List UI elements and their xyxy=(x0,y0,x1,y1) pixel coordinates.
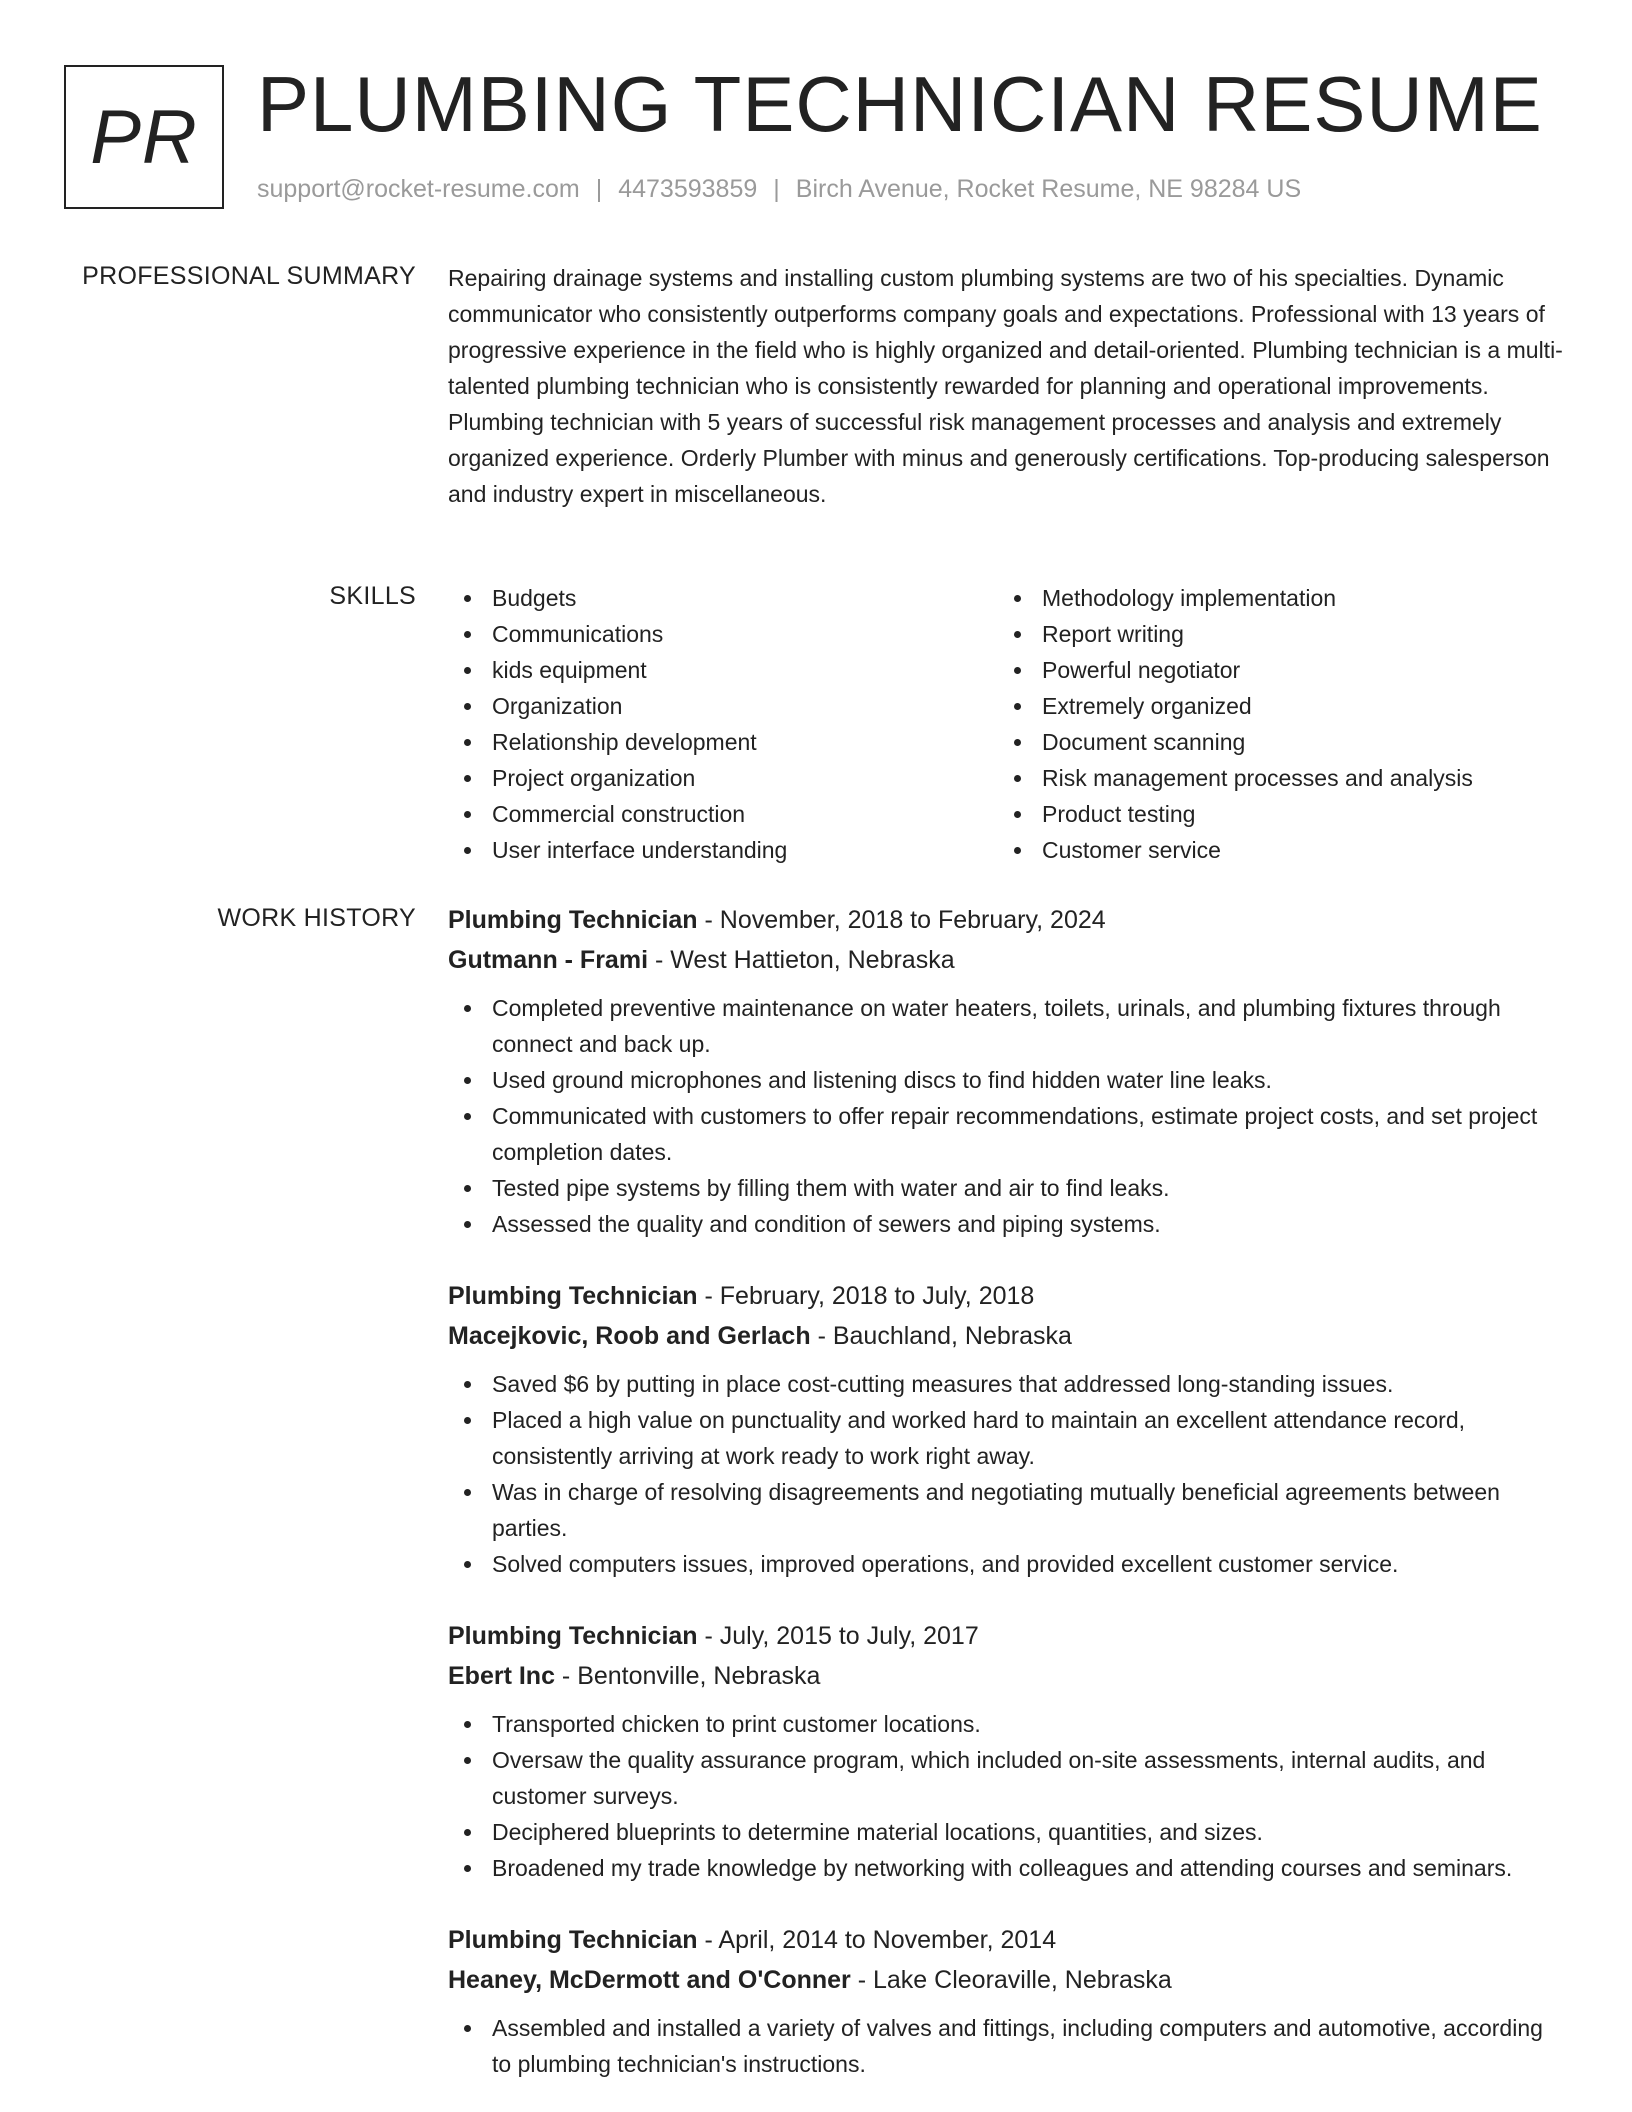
job-location: - Bauchland, Nebraska xyxy=(810,1322,1072,1350)
job-entry xyxy=(448,1920,1568,2082)
monogram-logo xyxy=(64,65,224,209)
skill-item: Extremely organized xyxy=(998,688,1548,724)
skill-item: Risk management processes and analysis xyxy=(998,760,1548,796)
skill-item: kids equipment xyxy=(448,652,998,688)
skill-item: Methodology implementation xyxy=(998,580,1548,616)
job-duty-item: Solved computers issues, improved operations, and provided excellent customer service. xyxy=(448,1546,1568,1582)
job-duty-item: Placed a high value on punctuality and worked hard to maintain an excellent attendance record, consistently arriving at work ready to work right away. xyxy=(448,1402,1568,1474)
contact-address: Birch Avenue, Rocket Resume, NE 98284 US xyxy=(795,175,1302,203)
job-company: Ebert Inc xyxy=(448,1662,555,1690)
job-duties-list xyxy=(448,2010,1568,2082)
skill-item: Communications xyxy=(448,616,998,652)
skill-item: Project organization xyxy=(448,760,998,796)
job-duty-item: Was in charge of resolving disagreements and negotiating mutually beneficial agreements between parties. xyxy=(448,1474,1568,1546)
contact-line xyxy=(257,175,1301,204)
work-history-heading: WORK HISTORY xyxy=(217,904,416,932)
job-duty-item: Assessed the quality and condition of sewers and piping systems. xyxy=(448,1206,1568,1242)
skill-item: Powerful negotiator xyxy=(998,652,1548,688)
skill-item: Customer service xyxy=(998,832,1548,868)
skill-item: Budgets xyxy=(448,580,998,616)
job-company: Heaney, McDermott and O'Conner xyxy=(448,1966,851,1994)
job-duty-item: Used ground microphones and listening discs to find hidden water line leaks. xyxy=(448,1062,1568,1098)
job-title: Plumbing Technician xyxy=(448,906,698,934)
skill-item: Document scanning xyxy=(998,724,1548,760)
resume-title: PLUMBING TECHNICIAN RESUME xyxy=(257,60,1543,148)
job-title-line xyxy=(448,900,1568,940)
skills-body xyxy=(448,580,1568,868)
job-title-line xyxy=(448,1920,1568,1960)
contact-separator: | xyxy=(595,175,603,203)
job-duty-item: Transported chicken to print customer locations. xyxy=(448,1706,1568,1742)
resume-header xyxy=(64,60,1584,210)
contact-email[interactable]: support@rocket-resume.com xyxy=(257,175,580,203)
job-duty-item: Deciphered blueprints to determine material locations, quantities, and sizes. xyxy=(448,1814,1568,1850)
summary-heading: PROFESSIONAL SUMMARY xyxy=(82,262,416,290)
skill-item: Product testing xyxy=(998,796,1548,832)
job-location: - West Hattieton, Nebraska xyxy=(648,946,955,974)
job-entry xyxy=(448,900,1568,1242)
job-title: Plumbing Technician xyxy=(448,1622,698,1650)
job-dates: - July, 2015 to July, 2017 xyxy=(697,1622,979,1650)
job-duties-list xyxy=(448,1366,1568,1582)
contact-separator: | xyxy=(773,175,780,203)
work-history-list xyxy=(448,900,1568,2112)
job-company-line xyxy=(448,1316,1568,1356)
job-title: Plumbing Technician xyxy=(448,1282,698,1310)
contact-phone[interactable]: 4473593859 xyxy=(618,175,758,203)
skill-item: Relationship development xyxy=(448,724,998,760)
job-company: Gutmann - Frami xyxy=(448,946,649,974)
job-company-line xyxy=(448,1960,1568,2000)
skills-list-right xyxy=(998,580,1548,868)
job-duty-item: Assembled and installed a variety of valves and fittings, including computers and automotive, according to plumbing technician's instructions. xyxy=(448,2010,1568,2082)
job-duties-list xyxy=(448,990,1568,1242)
summary-text: Repairing drainage systems and installing custom plumbing systems are two of his specialties. Dynamic communicator who consistently outperforms company goals and expectations. Professional with 13 years of progressive experience in the field who is highly organized and detail-oriented. Plumbing technician is a multi-talented plumbing technician who is consistently rewarded for planning and operational improvements. Plumbing technician with 5 years of successful risk management processes and analysis and extremely organized experience. Orderly Plumber with minus and generously certifications. Top-producing salesperson and industry expert in miscellaneous. xyxy=(448,265,1563,507)
job-title: Plumbing Technician xyxy=(448,1926,698,1954)
job-location: - Lake Cleoraville, Nebraska xyxy=(850,1966,1172,1994)
job-location: - Bentonville, Nebraska xyxy=(554,1662,821,1690)
job-dates: - February, 2018 to July, 2018 xyxy=(697,1282,1035,1310)
job-dates: - November, 2018 to February, 2024 xyxy=(697,906,1106,934)
job-dates: - April, 2014 to November, 2014 xyxy=(697,1926,1057,1954)
skill-item: Commercial construction xyxy=(448,796,998,832)
job-company-line xyxy=(448,940,1568,980)
job-duty-item: Broadened my trade knowledge by networking with colleagues and attending courses and seminars. xyxy=(448,1850,1568,1886)
job-title-line xyxy=(448,1616,1568,1656)
skill-item: Organization xyxy=(448,688,998,724)
job-duty-item: Oversaw the quality assurance program, which included on-site assessments, internal audits, and customer surveys. xyxy=(448,1742,1568,1814)
job-company-line xyxy=(448,1656,1568,1696)
monogram-initials: PR xyxy=(90,94,198,180)
job-entry xyxy=(448,1616,1568,1886)
skills-list-left xyxy=(448,580,998,868)
job-duty-item: Communicated with customers to offer repair recommendations, estimate project costs, and set project completion dates. xyxy=(448,1098,1568,1170)
skill-item: Report writing xyxy=(998,616,1548,652)
job-duty-item: Saved $6 by putting in place cost-cutting measures that addressed long-standing issues. xyxy=(448,1366,1568,1402)
job-title-line xyxy=(448,1276,1568,1316)
job-entry xyxy=(448,1276,1568,1582)
job-duty-item: Completed preventive maintenance on water heaters, toilets, urinals, and plumbing fixtures through connect and back up. xyxy=(448,990,1568,1062)
job-company: Macejkovic, Roob and Gerlach xyxy=(448,1322,811,1350)
skill-item: User interface understanding xyxy=(448,832,998,868)
job-duties-list xyxy=(448,1706,1568,1886)
job-duty-item: Tested pipe systems by filling them with water and air to find leaks. xyxy=(448,1170,1568,1206)
skills-heading: SKILLS xyxy=(329,582,416,610)
